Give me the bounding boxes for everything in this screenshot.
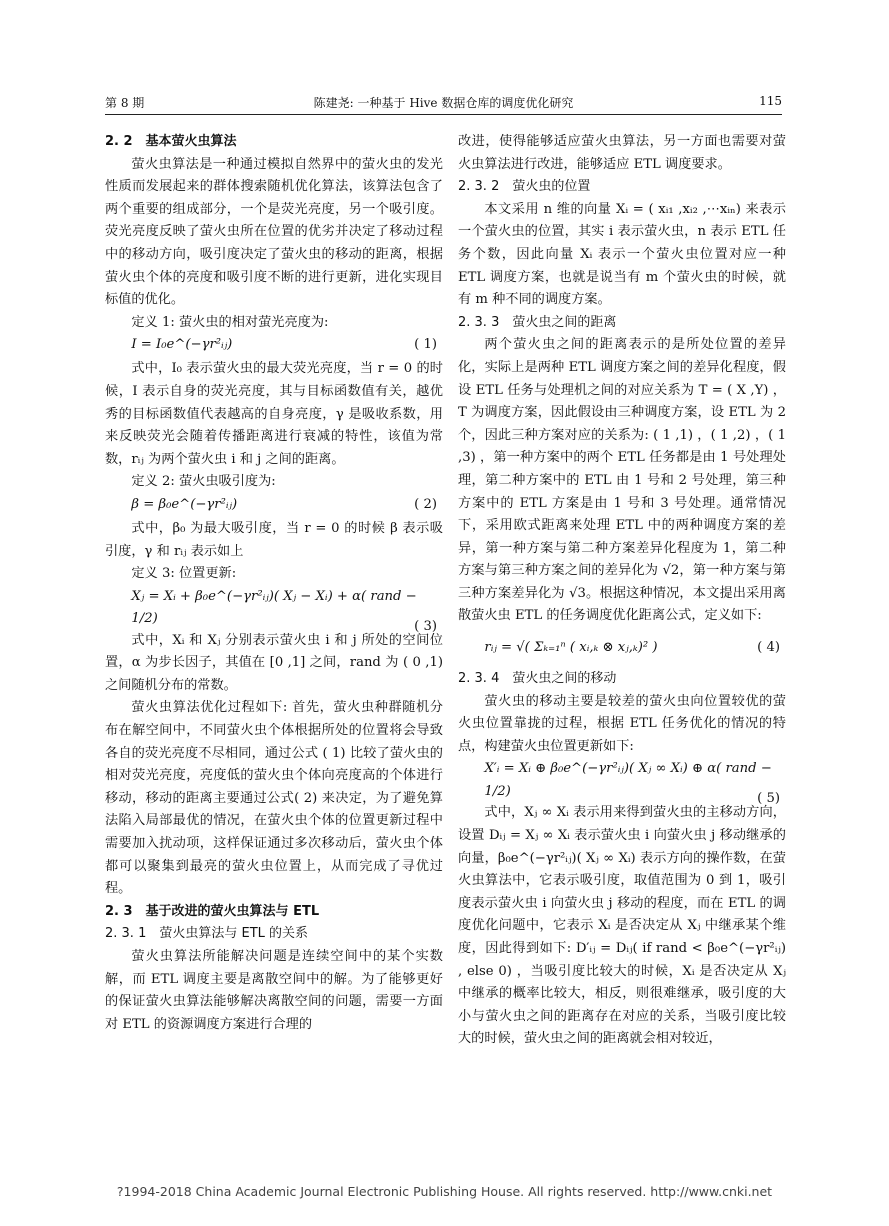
paragraph: 萤火虫算法所能解决问题是连续空间中的某个实数解，而 ETL 调度主要是离散空间中的解。为了能够更好的保证萤火虫算法能够解决离散空间的问题，需要一方面对 ETL 的资源调度方案进行合理的 bbox=[105, 949, 443, 1032]
definition-3: 定义 3: 位置更新: bbox=[131, 566, 237, 582]
equation-number: ( 1) bbox=[414, 337, 437, 353]
paragraph: 式中，I₀ 表示萤火虫的最大荧光亮度，当 r = 0 的时候，I 表示自身的荧光亮度，其与目标函数值有关，越优秀的目标函数值代表越高的自身亮度，γ 是吸收系数，用来反映荧光会随着传播距离进行衰减的特性，该值为常数，rᵢⱼ 为两个萤火虫 i 和 j 之间的距离。 bbox=[105, 361, 443, 467]
equation-3: Xⱼ = Xᵢ + β₀e^(−γr²ᵢⱼ)( Xⱼ − Xᵢ) + α( rand − 1/2) ( 3) bbox=[105, 586, 443, 630]
paragraph: 式中，Xⱼ ∞ Xᵢ 表示用来得到萤火虫的主移动方向，设置 Dᵢⱼ = Xⱼ ∞ Xᵢ 表示萤火虫 i 向萤火虫 j 移动继承的向量，β₀e^(−γr²ᵢⱼ)( Xⱼ ∞ Xᵢ) 表示方向的操作数，在萤火虫算法中，它表示吸引度，取值范围为 0 到 1，吸引度表示萤火虫 i 向萤火虫 j 移动的程度，而在 ETL 的调度优化问题中，它表示 Xᵢ 是否决定从 Xⱼ 中继承某个维度，因此得到如下: D′ᵢⱼ = Dᵢⱼ( if rand < β₀e^(−γr²ᵢⱼ) , else 0) ，当吸引度比较大的时候，Xᵢ 是否决定从 Xⱼ 中继承的概率比较大，相反，则很难继承，吸引度的大小与萤火虫之间的距离存在对应的关系，当吸引度比较大的时候，萤火虫之间的距离就会相对较近， bbox=[458, 805, 786, 1047]
equation-5: X′ᵢ = Xᵢ ⊕ β₀e^(−γr²ᵢⱼ)( Xⱼ ∞ Xᵢ) ⊕ α( rand − 1/2) ( 5) bbox=[458, 758, 786, 802]
equation-number: ( 2) bbox=[414, 496, 437, 512]
section-2-3-1-heading: 2. 3. 1 萤火虫算法与 ETL 的关系 bbox=[105, 926, 309, 942]
header-rule bbox=[105, 114, 782, 115]
equation-4: rᵢⱼ = √( Σₖ₌₁ⁿ ( xᵢ,ₖ ⊗ xⱼ,ₖ)² ) ( 4) bbox=[458, 628, 786, 668]
definition-2: 定义 2: 萤火虫吸引度为: bbox=[131, 474, 276, 490]
section-2-2-heading: 2. 2 基本萤火虫算法 bbox=[105, 134, 237, 149]
page-number: 115 bbox=[759, 94, 782, 108]
paragraph: 式中，Xᵢ 和 Xⱼ 分别表示萤火虫 i 和 j 所处的空间位置，α 为步长因子，其值在 [0 ,1] 之间，rand 为 ( 0 ,1) 之间随机分布的常数。 bbox=[105, 632, 443, 693]
paragraph-continued: 改进，使得能够适应萤火虫算法，另一方面也需要对萤火虫算法进行改进，能够适应 ETL 调度要求。 bbox=[458, 134, 786, 172]
paragraph: 萤火虫算法优化过程如下: 首先，萤火虫种群随机分布在解空间中，不同萤火虫个体根据所处的位置将会导致各自的荧光亮度不尽相同，通过公式 ( 1) 比较了萤火虫的相对荧光亮度，亮度低的萤火虫个体向亮度高的个体进行移动，移动的距离主要通过公式( 2) 来决定，为了避免算法陷入局部最优的情况，在萤火虫个体的位置更新过程中需要加入扰动项，这样保证通过多次移动后，萤火虫个体都可以聚集到最亮的萤火虫位置上，从而完成了寻优过程。 bbox=[105, 700, 443, 897]
equation-number: ( 5) bbox=[757, 791, 780, 807]
paragraph: 式中，β₀ 为最大吸引度，当 r = 0 的时候 β 表示吸引度，γ 和 rᵢⱼ 表示如上 bbox=[105, 520, 443, 559]
equation-2: β = β₀e^(−γr²ᵢⱼ) ( 2) bbox=[105, 494, 443, 518]
issue-number: 第 8 期 bbox=[105, 96, 145, 110]
section-2-3-4-heading: 2. 3. 4 萤火虫之间的移动 bbox=[458, 671, 617, 687]
paragraph: 两个萤火虫之间的距离表示的是所处位置的差异化，实际上是两种 ETL 调度方案之间的差异化程度，假设 ETL 任务与处理机之间的对应关系为 T = ( X ,Y) ，T 为调度方案，因此假设由三种调度方案，设 ETL 为 2 个，因此三种方案对应的关系为: ( 1 ,1) ，( 1 ,2) ，( 1 ,3) ，第一种方案中的两个 ETL 任务都是由 1 号处理处理，第二种方案中的 ETL 由 1 号和 2 号处理，第三种方案中的 ETL 方案是由 1 号和 3 号处理。通常情况下，采用欧式距离来处理 ETL 中的两种调度方案的差异，第一种方案与第二种方案差异化程度为 1，第二种方案与第三种方案之间的差异化为 √2，第一种方案与第三种方案差异化为 √3。根据这种情况，本文提出采用离散萤火虫 ETL 的任务调度优化距离公式，定义如下: bbox=[458, 337, 786, 624]
copyright-footer: ?1994-2018 China Academic Journal Electronic Publishing House. All rights reserved. http://www.cnki.net bbox=[116, 1184, 773, 1199]
equation-1: I = I₀e^(−γr²ᵢⱼ) ( 1) bbox=[105, 334, 443, 358]
running-header bbox=[105, 94, 782, 114]
section-2-3-heading: 2. 3 基于改进的萤火虫算法与 ETL bbox=[105, 903, 320, 919]
paragraph: 本文采用 n 维的向量 Xᵢ = ( xᵢ₁ ,xᵢ₂ ,⋯xᵢₙ) 来表示一个萤火虫的位置，其实 i 表示萤火虫，n 表示 ETL 任务个数，因此向量 Xᵢ 表示一个萤火虫位置对应一种 ETL 调度方案，也就是说当有 m 个萤火虫的时候，就有 m 种不同的调度方案。 bbox=[458, 201, 786, 308]
definition-1: 定义 1: 萤火虫的相对萤光亮度为: bbox=[131, 314, 329, 330]
paragraph: 萤火虫的移动主要是较差的萤火虫向位置较优的萤火虫位置靠拢的过程，根据 ETL 任务优化的情况的特点，构建萤火虫位置更新如下: bbox=[458, 693, 786, 754]
equation-number: ( 4) bbox=[757, 640, 780, 656]
left-column bbox=[105, 131, 443, 1036]
right-column bbox=[458, 131, 786, 1051]
running-title: 陈建尧: 一种基于 Hive 数据仓库的调度优化研究 bbox=[313, 96, 574, 110]
paragraph: 萤火虫算法是一种通过模拟自然界中的萤火虫的发光性质而发展起来的群体搜索随机优化算法，该算法包含了两个重要的组成部分，一个是荧光亮度，另一个吸引度。荧光亮度反映了萤火虫所在位置的优劣并决定了移动过程中的移动方向，吸引度决定了萤火虫的移动的距离，根据萤火虫个体的亮度和吸引度不断的进行更新，进化实现目标值的优化。 bbox=[105, 156, 443, 308]
section-2-3-3-heading: 2. 3. 3 萤火虫之间的距离 bbox=[458, 314, 617, 330]
equation-number: ( 3) bbox=[414, 618, 437, 634]
section-2-3-2-heading: 2. 3. 2 萤火虫的位置 bbox=[458, 179, 591, 195]
